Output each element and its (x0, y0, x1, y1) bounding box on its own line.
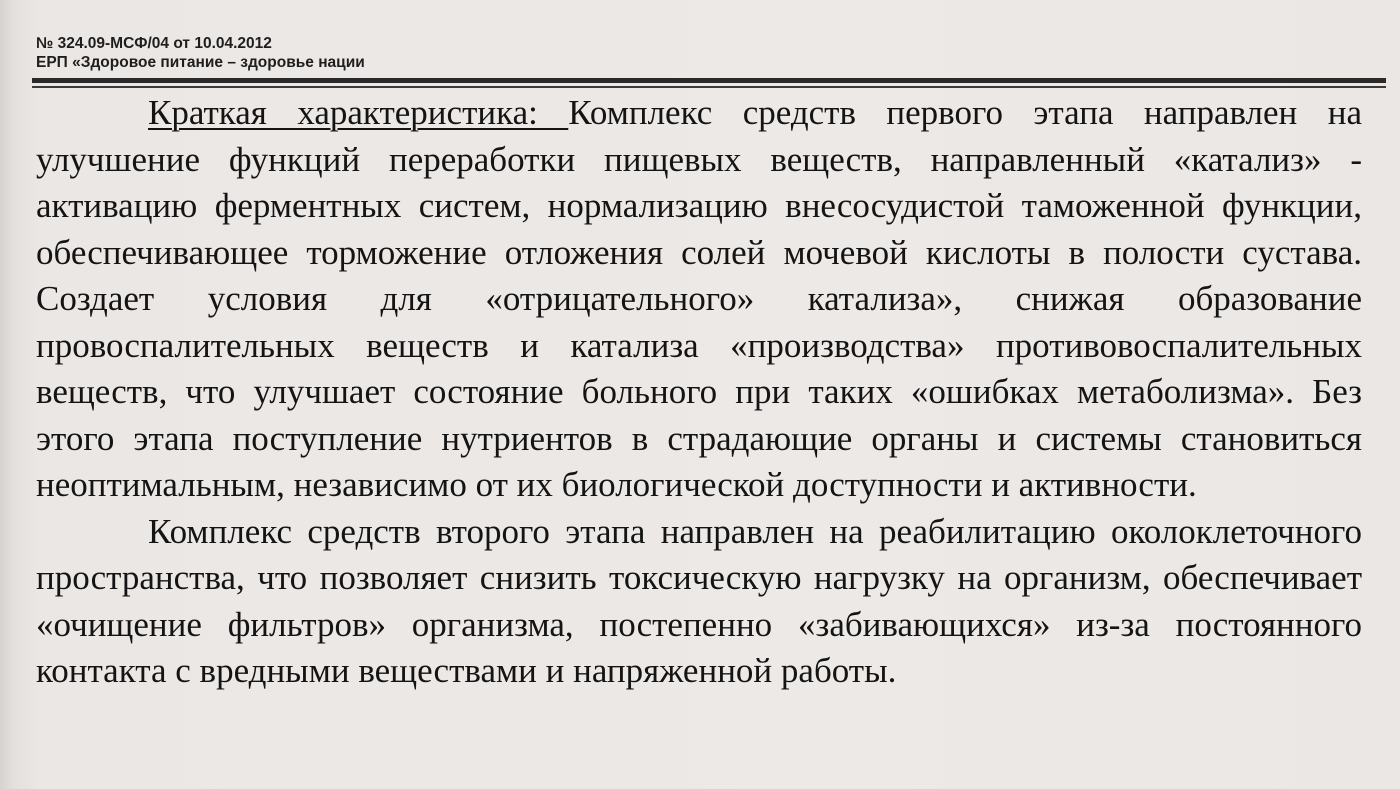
paragraph-first-stage (36, 90, 1362, 509)
paragraph-second-stage: Комплекс средств второго этапа направлен на реабилитацию околоклеточного пространства, что позволяет снизить токсическую нагрузку на организм, обеспечивает «очищение фильтров» организма, постепенно «забивающихся» из-за постоянного контакта с вредными веществами и напряженной работы. (36, 511, 1362, 690)
paragraph-first-stage-text: Комплекс средств первого этапа направлен на улучшение функций переработки пищевых веществ, направленный «катализ» - активацию ферментных систем, нормализацию внесосудистой таможенной функции, обеспечивающее торможение отложения солей мочевой кислоты в полости сустава. Создает условия для «отрицательного» катализа», снижая образование провоспалительных веществ и катализа «производства» противовоспалительных веществ, что улучшает состояние больного при таких «ошибках метаболизма». Без этого этапа поступление нутриентов в страдающие органы и системы становиться неоптимальным, независимо от их биологической доступности и активности. (36, 93, 1362, 504)
header-rule-thin (32, 86, 1386, 88)
document-header (36, 34, 365, 72)
short-description-label: Краткая характеристика: (148, 93, 569, 132)
document-body (36, 90, 1362, 695)
program-title-line: ЕРП «Здоровое питание – здоровье нации (36, 54, 365, 71)
header-rule-thick (32, 78, 1386, 83)
document-number-line: № 324.09-МСФ/04 от 10.04.2012 (36, 35, 272, 52)
